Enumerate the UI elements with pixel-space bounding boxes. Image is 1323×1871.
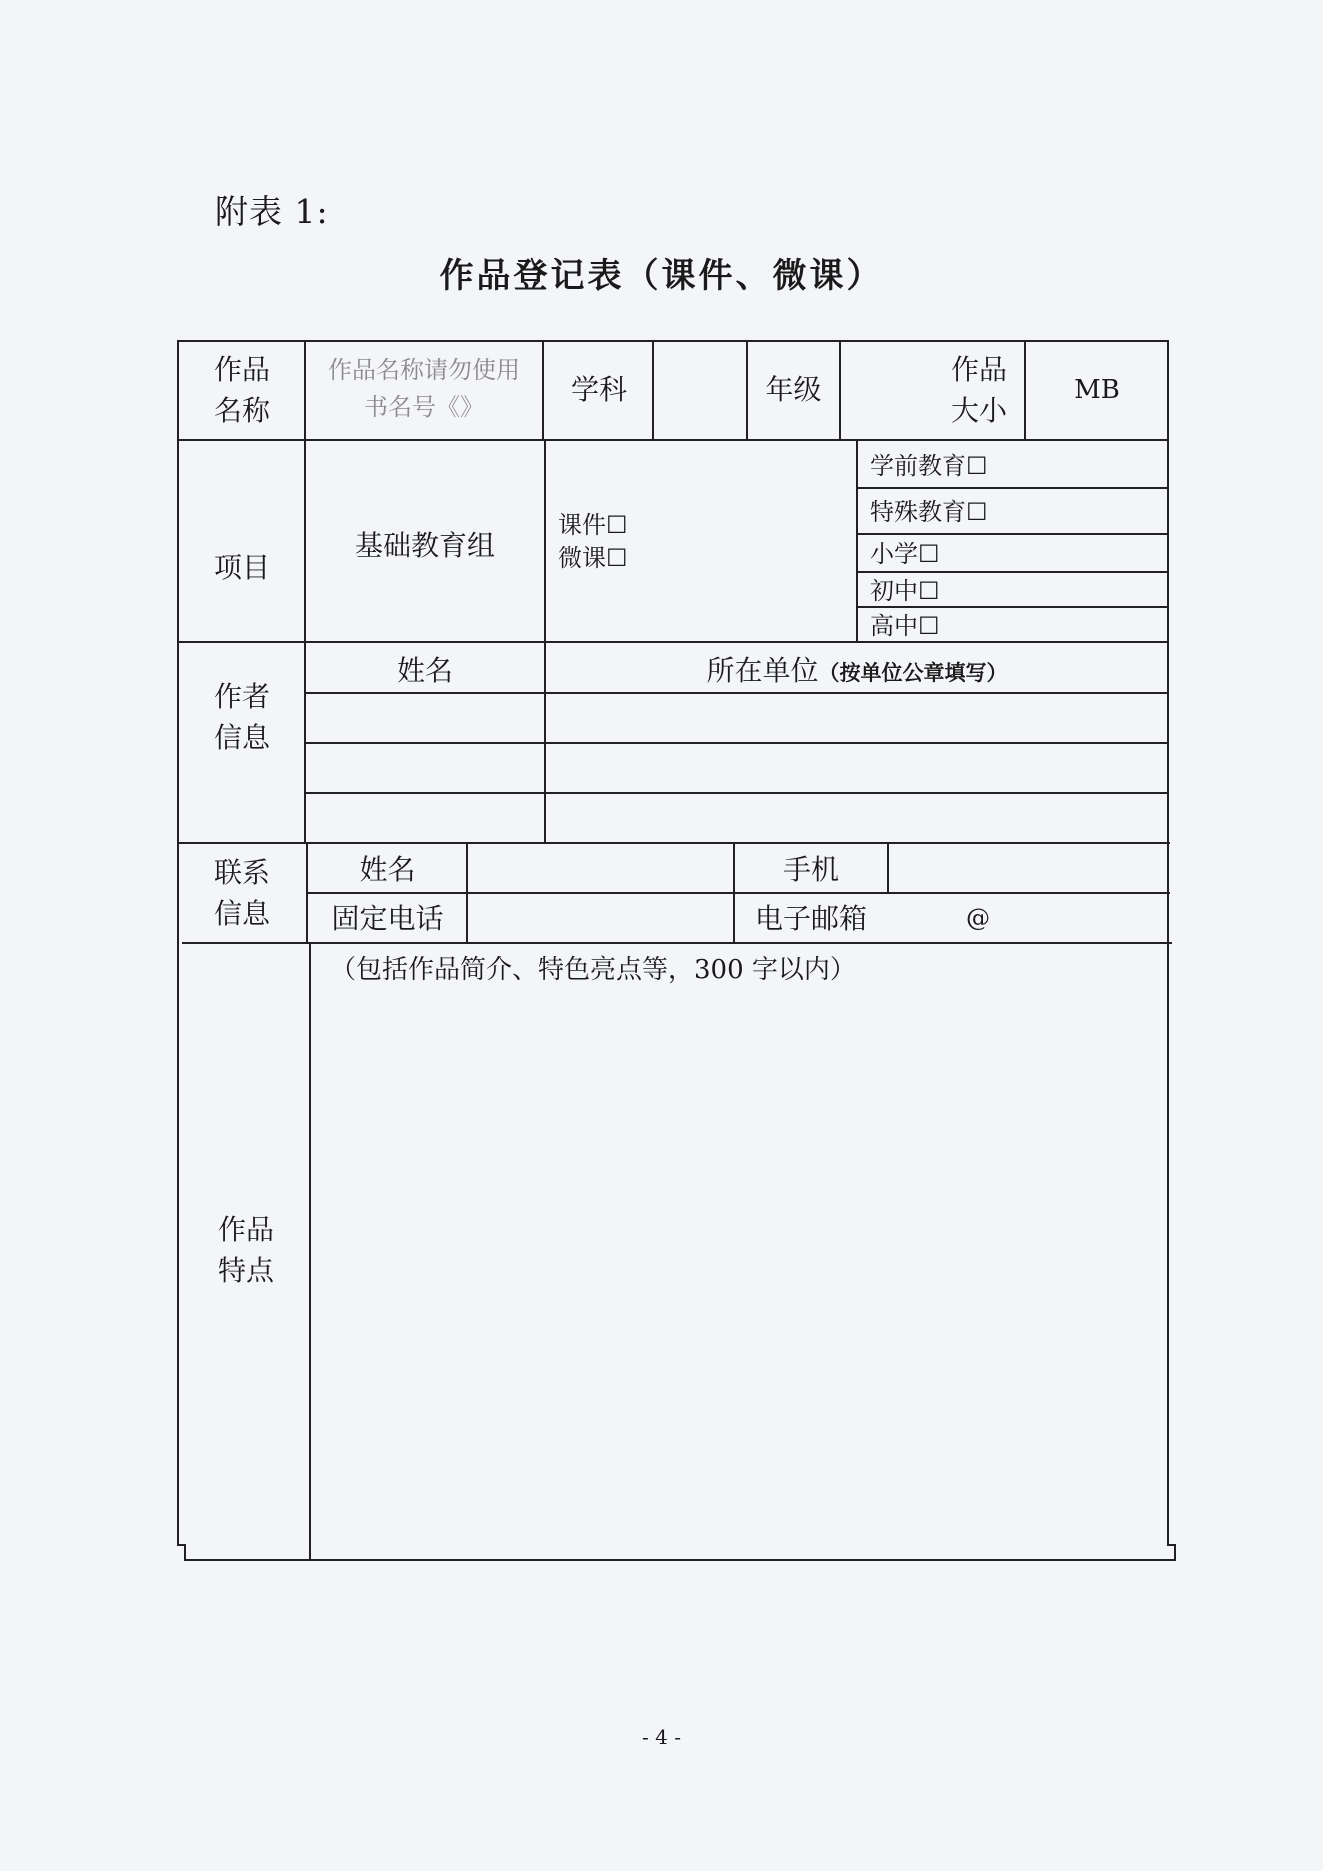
subject-label: 学科 <box>570 373 627 406</box>
contact-info-label: 联系 信息 <box>213 856 270 930</box>
org-header-text: 所在单位 <box>706 654 819 687</box>
contact-name-label: 姓名 <box>359 853 416 886</box>
author-name-header: 姓名 <box>396 654 453 687</box>
size-unit-label: MB <box>1074 375 1120 405</box>
work-feature-textarea[interactable] <box>312 1000 1167 1555</box>
attachment-label: 附表 1: <box>215 192 329 231</box>
contact-phone-label: 手机 <box>782 853 839 886</box>
work-name-label: 作品 名称 <box>213 353 270 427</box>
level-special-checkbox[interactable]: 特殊教育☐ <box>870 498 988 526</box>
type-microlesson-checkbox[interactable]: 微课☐ <box>558 544 628 572</box>
email-at-sign[interactable]: @ <box>966 904 990 932</box>
page-number: - 4 - <box>642 1725 681 1749</box>
level-preschool-checkbox[interactable]: 学前教育☐ <box>870 452 988 480</box>
grade-label: 年级 <box>765 373 822 406</box>
education-group: 基础教育组 <box>354 529 495 562</box>
project-label: 项目 <box>213 551 270 584</box>
type-courseware-checkbox[interactable]: 课件☐ <box>558 511 628 539</box>
work-feature-hint: （包括作品简介、特色亮点等，300 字以内） <box>330 955 856 985</box>
level-junior-checkbox[interactable]: 初中☐ <box>870 577 940 605</box>
form-title: 作品登记表（课件、微课） <box>439 256 884 296</box>
work-name-input[interactable]: 作品名称请勿使用 书名号《》 <box>328 356 520 422</box>
work-feature-label: 作品 特点 <box>217 1213 274 1287</box>
contact-email-label: 电子邮箱 <box>754 902 867 935</box>
org-header-note: （按单位公章填写） <box>818 660 1008 685</box>
level-senior-checkbox[interactable]: 高中☐ <box>870 612 940 640</box>
contact-landline-label: 固定电话 <box>331 902 444 935</box>
author-org-header <box>548 651 1166 692</box>
level-primary-checkbox[interactable]: 小学☐ <box>870 540 940 568</box>
author-info-label: 作者 信息 <box>213 680 270 754</box>
work-size-label: 作品 大小 <box>950 353 1007 427</box>
